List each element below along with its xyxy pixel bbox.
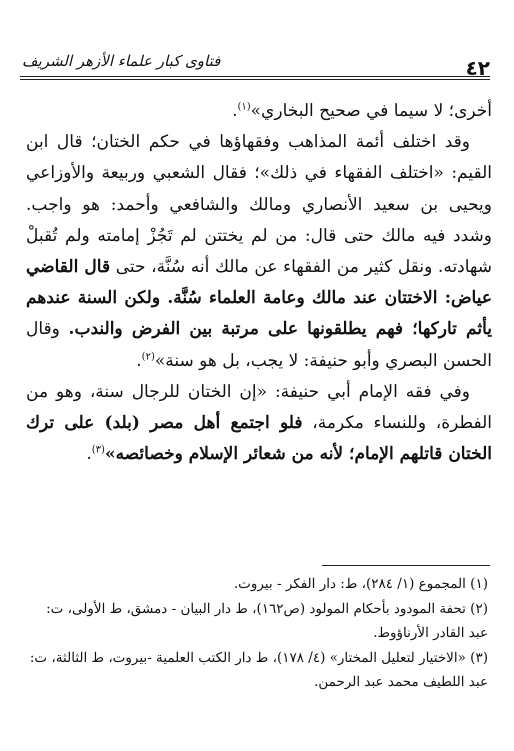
footnotes [24, 572, 488, 695]
paragraph-3: وفي فقه الإمام أبي حنيفة: «إن الختان للرجال سنة، وهو من الفطرة، وللنساء مكرمة، فلو اجتمع أهل مصر (بلد) على ترك الختان قاتلهم الإمام؛ لأنه من شعائر الإسلام وخصائصه»$^{(٣)}$. [26, 381, 492, 465]
main-text [26, 96, 492, 470]
footnote-1: (١) المجموع (١/ ٢٨٤)، ط: دار الفكر - بيروت. [233, 576, 488, 592]
paragraph-2: وقد اختلف أئمة المذاهب وفقهاؤها في حكم الختان؛ قال ابن القيم: «اختلف الفقهاء في ذلك»؛ فقال الشعبي وربيعة والأوزاعي ويحيى بن سعيد الأنصاري ومالك والشافعي وأحمد: هو واجب. وشدد فيه مالك حتى قال: من لم يختتن لم تَجُزْ إمامته ولم تُقبلْ شهادته. ونقل كثير من الفقهاء عن مالك أنه سُنَّة، حتى قال القاضي عياض: الاختتان عند مالك وعامة العلماء سُنَّة. ولكن السنة عندهم يأثم تاركها؛ فهم يطلقونها على مرتبة بين الفرض والندب. وقال الحسن البصري وأبو حنيفة: لا يجب، بل هو سنة»$^{(٢)}$. [26, 132, 493, 371]
hanafi-ruling: فلو اجتمع أهل مصر (بلد) على ترك الختان قاتلهم الإمام؛ لأنه من شعائر الإسلام وخصائصه» [26, 413, 492, 465]
header-rule [20, 76, 490, 77]
footnote-2: (٢) تحفة المودود بأحكام المولود (ص١٦٢)، ط دار البيان - دمشق، ط الأولى، ت: عبد القادر الأرناؤوط. [46, 600, 488, 641]
footnote-rule [322, 565, 490, 566]
footnote-ref-2: (٢) [141, 350, 155, 362]
paragraph-1: أخرى؛ لا سيما في صحيح البخاري»$^{(١)}$. [232, 101, 492, 121]
page-header [22, 52, 490, 82]
qadi-iyad-quote: قال القاضي عياض: الاختتان عند مالك وعامة العلماء سُنَّة. ولكن السنة عندهم يأثم تاركها؛ فهم يطلقونها على مرتبة بين الفرض والندب. [26, 257, 493, 340]
page-number: ٤٢ [465, 56, 490, 80]
running-title: فتاوى كبار علماء الأزهر الشريف [22, 52, 221, 70]
footnote-3: (٣) «الاختيار لتعليل المختار» (٤/ ١٧٨)، ط دار الكتب العلمية -بيروت، ط الثالثة، ت: عبد اللطيف محمد عبد الرحمن. [29, 649, 488, 690]
footnote-ref-3: (٣) [91, 444, 105, 456]
footnote-ref-1: (١) [237, 101, 251, 113]
header-rule-thin [20, 79, 490, 80]
